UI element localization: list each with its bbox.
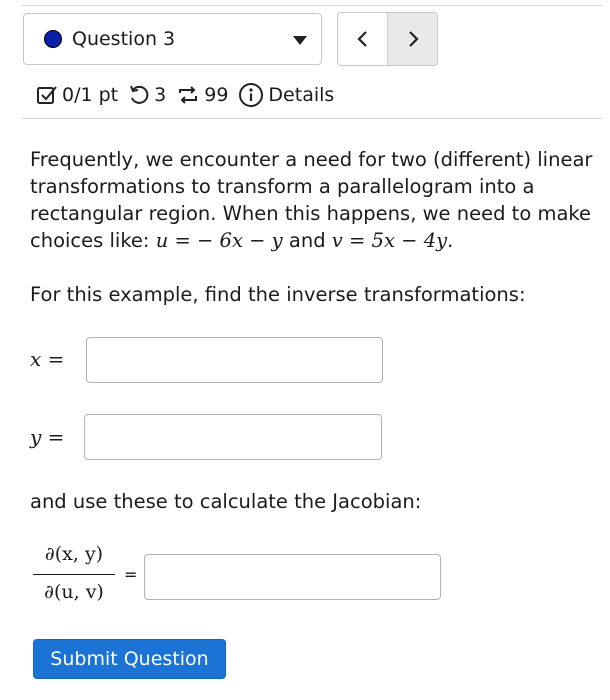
question-status-dot <box>44 30 62 48</box>
question-select-label: Question 3 <box>72 28 176 50</box>
next-question-button[interactable] <box>388 13 437 65</box>
attempts-group <box>128 84 166 106</box>
meta-divider <box>22 118 602 119</box>
undo-icon <box>128 84 150 106</box>
jacobian-numerator: ∂(x, y) <box>44 543 104 565</box>
previous-question-button[interactable] <box>338 13 388 65</box>
y-answer-input[interactable] <box>84 414 382 460</box>
question-prompt <box>30 146 595 254</box>
y-label: y = <box>30 425 65 449</box>
details-label: Details <box>268 84 335 106</box>
prompt-text: Frequently, we encounter a need for two (different) linear transformations to transform a parallelogram into a rectangular region. When this happens, we need to make choices like: <box>30 148 593 252</box>
question-nav <box>337 12 438 66</box>
jacobian-instruction: and use these to calculate the Jacobian: <box>30 490 422 513</box>
x-label: x = <box>30 347 65 371</box>
tries-count: 99 <box>204 84 229 106</box>
score-text: 0/1 pt <box>62 84 119 106</box>
submit-question-button[interactable]: Submit Question <box>33 639 226 679</box>
equation-v: v = 5x − 4y <box>331 229 448 252</box>
x-answer-input[interactable] <box>86 337 383 383</box>
equation-u: u = − 6x − y <box>155 229 283 252</box>
question-meta <box>36 82 344 108</box>
jacobian-answer-input[interactable] <box>144 554 441 600</box>
chevron-right-icon <box>406 30 420 48</box>
top-divider <box>22 5 602 6</box>
info-icon <box>238 82 264 108</box>
question-select[interactable] <box>23 13 322 65</box>
inverse-instruction: For this example, find the inverse transformations: <box>30 283 526 306</box>
prompt-and: and <box>282 229 332 252</box>
score-group <box>36 84 118 106</box>
checkbox-icon <box>36 84 58 106</box>
jacobian-equals: = <box>124 565 138 584</box>
details-link[interactable] <box>238 82 334 108</box>
chevron-left-icon <box>356 30 370 48</box>
jacobian-fraction <box>33 543 115 609</box>
jacobian-denominator: ∂(u, v) <box>44 581 104 603</box>
fraction-bar <box>33 574 115 575</box>
tries-group <box>176 84 228 106</box>
repeat-icon <box>176 84 200 106</box>
prompt-end: . <box>447 229 454 252</box>
attempts-count: 3 <box>154 84 167 106</box>
chevron-down-icon <box>293 36 307 45</box>
